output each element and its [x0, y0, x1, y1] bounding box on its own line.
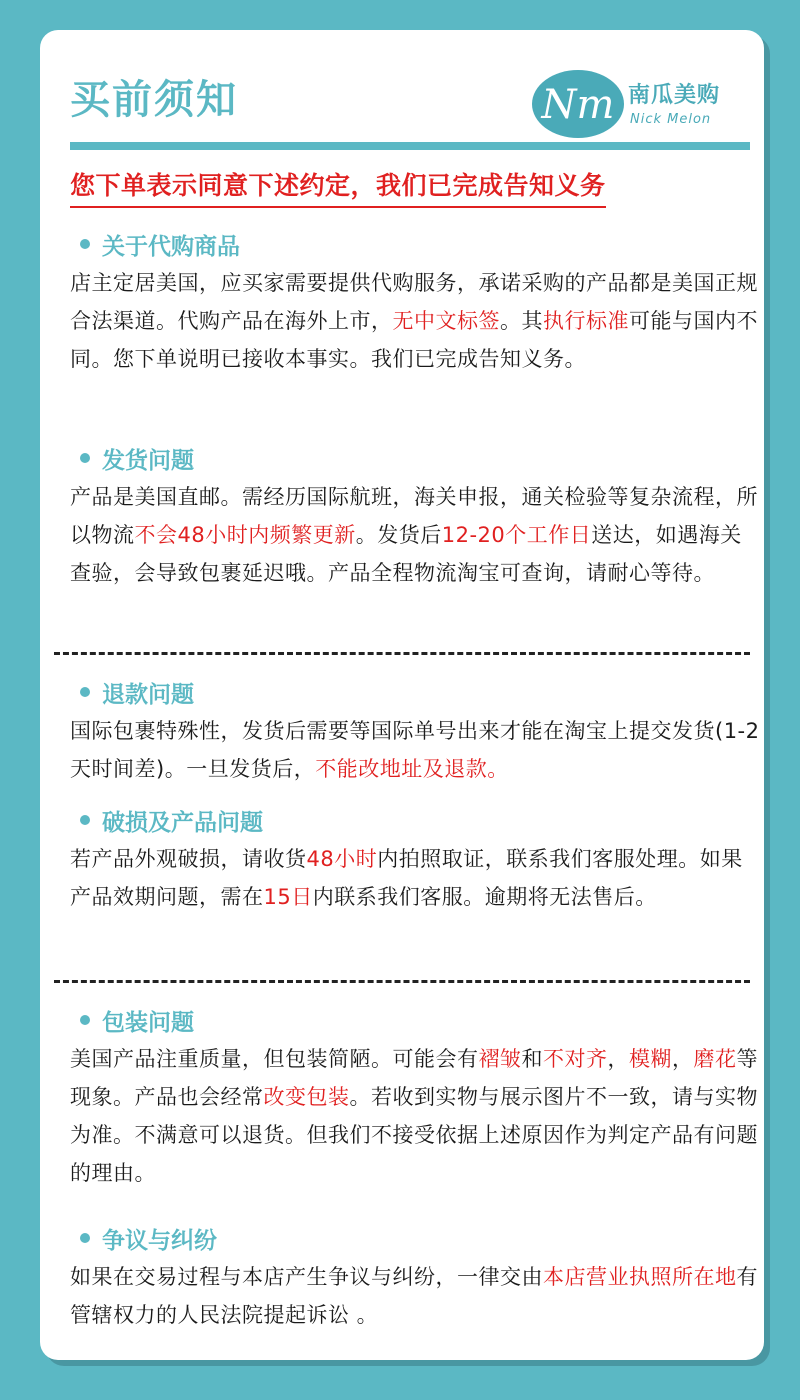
highlight-text: 15日 — [263, 885, 313, 909]
section-shipping — [70, 440, 760, 592]
highlight-text: 48小时 — [306, 847, 378, 871]
section-dispute — [70, 1220, 760, 1334]
body-text: ， — [672, 1047, 694, 1071]
header-divider — [70, 142, 750, 150]
page-title: 买前须知 — [70, 77, 238, 123]
section-title: 破损及产品问题 — [102, 809, 263, 836]
highlight-text: 改变包装 — [263, 1085, 350, 1109]
section-body — [70, 1258, 760, 1334]
body-text: 内联系我们客服。逾期将无法售后。 — [312, 885, 657, 909]
bullet-dot-icon — [80, 453, 90, 463]
section-body — [70, 840, 760, 916]
logo-english-name: Nick Melon — [630, 112, 712, 127]
section-purchasing — [70, 226, 760, 378]
body-text: 内拍照取证，联系我们客服处理。如果产品效期问题，需在 — [70, 847, 743, 909]
body-text: 店主定居美国，应买家需要提供代购服务，承诺采购的产品都是美国正规合法渠道。代购产品在海外上市， — [70, 271, 758, 333]
highlight-text: 本店营业执照所在地 — [543, 1265, 737, 1289]
body-text: 有管辖权力的人民法院提起诉讼 。 — [70, 1265, 758, 1327]
section-packaging — [70, 1002, 760, 1192]
section-title: 关于代购商品 — [102, 233, 240, 260]
body-text: 若产品外观破损，请收货 — [70, 847, 307, 871]
body-text: 。其 — [500, 309, 543, 333]
body-text: 如果在交易过程与本店产生争议与纠纷，一律交由 — [70, 1265, 543, 1289]
section-title: 发货问题 — [102, 447, 194, 474]
highlight-text: 褶皱 — [478, 1047, 522, 1071]
section-title: 包装问题 — [102, 1009, 194, 1036]
bullet-dot-icon — [80, 687, 90, 697]
bullet-dot-icon — [80, 1233, 90, 1243]
section-damage — [70, 802, 760, 916]
body-text: 。发货后 — [355, 523, 442, 547]
body-text: 送达，如遇海关查验，会导致包裹延迟哦。产品全程物流淘宝可查询，请耐心等待。 — [70, 523, 742, 585]
body-text: 美国产品注重质量，但包装简陋。可能会有 — [70, 1047, 479, 1071]
dashed-divider — [54, 980, 750, 983]
highlight-text: 无中文标签 — [392, 309, 500, 333]
bullet-dot-icon — [80, 815, 90, 825]
section-refund — [70, 674, 760, 788]
body-text: 。若收到实物与展示图片不一致，请与实物为准。不满意可以退货。但我们不接受依据上述原因作为判定产品有问题的理由。 — [70, 1085, 758, 1185]
highlight-text: 不能改地址及退款。 — [315, 757, 509, 781]
section-body — [70, 1040, 760, 1192]
highlight-text: 12-20个工作日 — [441, 523, 592, 547]
section-title: 争议与纠纷 — [102, 1227, 217, 1254]
highlight-text: 不会48小时内频繁更新 — [134, 523, 356, 547]
notice-card — [40, 30, 764, 1360]
bullet-dot-icon — [80, 239, 90, 249]
section-body — [70, 712, 760, 788]
body-text: 和 — [521, 1047, 543, 1071]
highlight-text: 磨花 — [693, 1047, 737, 1071]
section-body — [70, 478, 760, 592]
logo-chinese-name: 南瓜美购 — [628, 83, 721, 108]
highlight-text: 不对齐 — [543, 1047, 608, 1071]
body-text: 产品是美国直邮。需经历国际航班，海关申报，通关检验等复杂流程，所以物流 — [70, 485, 758, 547]
agreement-notice: 您下单表示同意下述约定，我们已完成告知义务 — [70, 166, 606, 208]
brand-logo — [528, 60, 758, 150]
highlight-text: 执行标准 — [543, 309, 629, 333]
highlight-text: 模糊 — [629, 1047, 672, 1071]
logo-emblem-icon — [528, 60, 628, 150]
section-body — [70, 264, 760, 378]
body-text: ， — [607, 1047, 629, 1071]
section-title: 退款问题 — [102, 681, 194, 708]
body-text: 可能与国内不同。您下单说明已接收本事实。我们已完成告知义务。 — [70, 309, 758, 371]
body-text: 国际包裹特殊性，发货后需要等国际单号出来才能在淘宝上提交发货(1-2天时间差)。一旦发货后， — [70, 719, 760, 781]
dashed-divider — [54, 652, 750, 655]
logo-monogram: Nm — [541, 82, 615, 128]
body-text: 等现象。产品也会经常 — [70, 1047, 758, 1109]
bullet-dot-icon — [80, 1015, 90, 1025]
